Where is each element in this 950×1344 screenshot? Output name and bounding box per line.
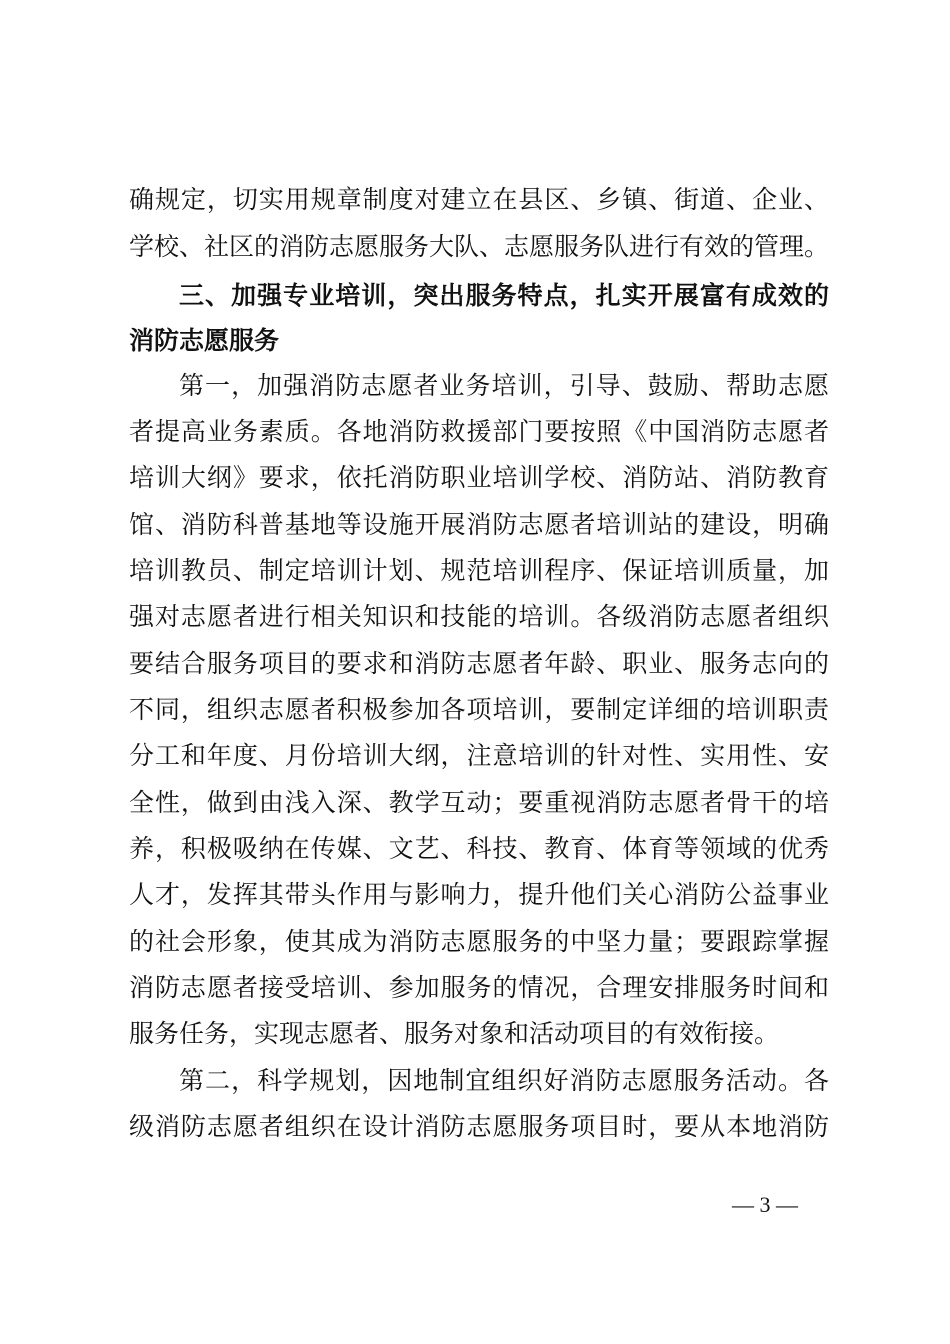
text-line: 人才，发挥其带头作用与影响力，提升他们关心消防公益事业: [129, 880, 829, 909]
section-heading-line: 消防志愿服务: [129, 326, 280, 355]
text-line: 消防志愿者接受培训、参加服务的情况，合理安排服务时间和: [129, 973, 829, 1002]
text-line: 的社会形象，使其成为消防志愿服务的中坚力量；要跟踪掌握: [129, 927, 829, 956]
section-heading-line: 三、加强专业培训，突出服务特点，扎实开展富有成效的: [179, 281, 829, 310]
text-line: 确规定，切实用规章制度对建立在县区、乡镇、街道、企业、: [129, 185, 829, 214]
text-line: 馆、消防科普基地等设施开展消防志愿者培训站的建设，明确: [129, 510, 829, 539]
text-line: 者提高业务素质。各地消防救援部门要按照《中国消防志愿者: [129, 417, 829, 446]
text-line: 第二，科学规划，因地制宜组织好消防志愿服务活动。各: [179, 1066, 829, 1095]
text-line: 培训教员、制定培训计划、规范培训程序、保证培训质量，加: [129, 556, 829, 585]
text-line: 分工和年度、月份培训大纲，注意培训的针对性、实用性、安: [129, 741, 829, 770]
text-line: 要结合服务项目的要求和消防志愿者年龄、职业、服务志向的: [129, 649, 829, 678]
text-line: 全性，做到由浅入深、教学互动；要重视消防志愿者骨干的培: [129, 788, 829, 817]
text-line: 学校、社区的消防志愿服务大队、志愿服务队进行有效的管理。: [129, 232, 829, 261]
text-line: 第一，加强消防志愿者业务培训，引导、鼓励、帮助志愿: [179, 371, 829, 400]
text-line: 养，积极吸纳在传媒、文艺、科技、教育、体育等领域的优秀: [129, 834, 829, 863]
page-number: — 3 —: [732, 1192, 798, 1217]
text-line: 级消防志愿者组织在设计消防志愿服务项目时，要从本地消防: [129, 1112, 829, 1141]
text-line: 不同，组织志愿者积极参加各项培训，要制定详细的培训职责: [129, 695, 829, 724]
text-line: 强对志愿者进行相关知识和技能的培训。各级消防志愿者组织: [129, 602, 829, 631]
text-line: 服务任务，实现志愿者、服务对象和活动项目的有效衔接。: [129, 1019, 780, 1048]
text-line: 培训大纲》要求，依托消防职业培训学校、消防站、消防教育: [129, 463, 829, 492]
